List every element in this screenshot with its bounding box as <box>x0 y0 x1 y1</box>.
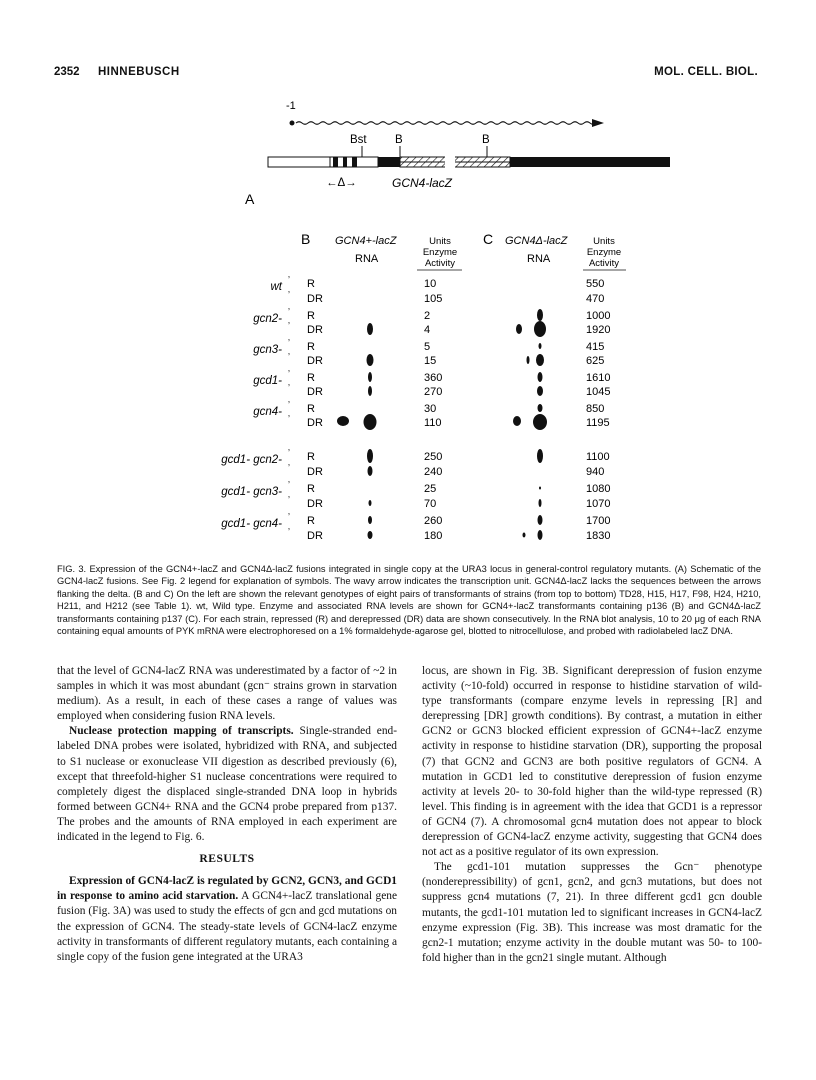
row-tick: ʼ <box>288 338 290 348</box>
enzyme-activity-c: 1080 <box>586 483 611 495</box>
row-tick: ʼ <box>288 463 290 473</box>
panel-a-label: A <box>245 191 255 207</box>
rna-band <box>368 372 372 382</box>
condition-label: R <box>307 403 315 415</box>
genotype-label: gcd1- gcn4- <box>221 518 282 530</box>
genotype-label: gcd1- gcn2- <box>221 454 282 466</box>
enzyme-activity-c: 470 <box>586 293 605 305</box>
rna-band <box>537 386 543 396</box>
units-header-b-line: Units <box>429 236 451 247</box>
rna-band <box>367 354 374 366</box>
enzyme-activity-c: 625 <box>586 355 605 367</box>
enzyme-activity-c: 415 <box>586 341 605 353</box>
panel-c-rna: RNA <box>527 253 551 265</box>
left-paragraph-1: that the level of GCN4-lacZ RNA was underestimated by a factor of ~2 in samples in which it was most abundant (gcn⁻ strains grown in starvation medium). As a result, in each of these cases a range of values was employed when considering fusion RNA levels. <box>57 665 397 723</box>
row-tick: ʼ <box>288 527 290 537</box>
transcription-wavy-arrow <box>296 122 596 125</box>
left-column <box>57 664 397 965</box>
open-region <box>268 157 330 167</box>
construct-label: GCN4-lacZ <box>392 176 453 190</box>
rna-band <box>538 515 543 525</box>
units-header-c-line: Units <box>593 236 615 247</box>
condition-label: R <box>307 341 315 353</box>
panel-b-title: GCN4+-lacZ <box>335 235 397 247</box>
site-bst: Bst <box>350 134 367 146</box>
enzyme-activity-c: 940 <box>586 466 605 478</box>
start-marker: -1 <box>286 100 296 112</box>
row-tick: ʼ <box>288 512 290 522</box>
condition-label: R <box>307 372 315 384</box>
rna-band <box>539 343 542 349</box>
enzyme-activity-b: 2 <box>424 310 431 322</box>
rna-band <box>516 324 522 334</box>
genotype-label: gcn2- <box>253 313 282 325</box>
units-header-b <box>423 236 457 269</box>
right-paragraph-2: The gcd1-101 mutation suppresses the Gcn⁻ phenotype (nonderepressibility) of gcn1, gcn2, and gcn3 mutations, but does not suppress gcn4 mutations (7, 21). In three different gcd1 gcn double mutants, the gcd1-101 mutation led to significant increases in GCN4-lacZ enzyme expression (Fig. 3B). This increase was most dramatic for the gcn2-1 mutation; enzyme activity in the double mutant was 50- to 100-fold higher than in the gcn21 single mutant. Although <box>422 861 762 964</box>
site-b2: B <box>482 134 490 146</box>
condition-label: R <box>307 483 315 495</box>
start-dot <box>290 121 295 126</box>
genotype-label: gcd1- gcn3- <box>221 486 282 498</box>
rna-band <box>534 321 546 337</box>
enzyme-activity-c: 1830 <box>586 530 611 542</box>
genotype-label: gcn3- <box>253 344 282 356</box>
row-tick: ʼ <box>288 321 290 331</box>
units-header-b-line: Enzyme <box>422 247 458 258</box>
rna-band <box>537 449 543 463</box>
panel-headers <box>301 231 626 270</box>
uorf-1 <box>333 157 338 167</box>
enzyme-activity-b: 70 <box>424 498 437 510</box>
rna-band <box>513 416 521 426</box>
enzyme-activity-c: 1045 <box>586 386 611 398</box>
rna-band <box>523 533 526 538</box>
rna-band <box>538 404 543 412</box>
rna-band <box>536 354 544 366</box>
rna-band <box>368 516 372 524</box>
section-subheading-nuclease: Nuclease protection mapping of transcripts. <box>69 725 294 738</box>
enzyme-activity-b: 360 <box>424 372 443 384</box>
arrow-head <box>592 119 604 127</box>
panel-a-schematic <box>245 100 670 207</box>
gcn4-coding <box>378 157 400 167</box>
enzyme-activity-b: 10 <box>424 278 437 290</box>
enzyme-activity-b: 30 <box>424 403 437 415</box>
lacz-coding <box>510 157 670 167</box>
panel-b-rna: RNA <box>355 253 379 265</box>
units-header-b-line: Activity <box>424 258 456 269</box>
right-column <box>422 664 762 966</box>
row-tick: ʼ <box>288 352 290 362</box>
rna-band <box>537 309 543 321</box>
uorf-2 <box>343 157 347 167</box>
condition-label: DR <box>307 355 323 367</box>
enzyme-activity-b: 270 <box>424 386 443 398</box>
row-tick: ʼ <box>288 400 290 410</box>
enzyme-activity-c: 550 <box>586 278 605 290</box>
author-name: HINNEBUSCH <box>98 66 180 78</box>
genotype-label: gcd1- <box>253 375 282 387</box>
units-header-c-line: Activity <box>588 258 620 269</box>
data-rows <box>221 275 610 542</box>
rna-band <box>367 323 373 335</box>
break-gap <box>445 156 455 168</box>
condition-label: DR <box>307 530 323 542</box>
units-header-c-line: Enzyme <box>586 247 622 258</box>
delta-label: ←Δ→ <box>326 177 357 189</box>
condition-label: R <box>307 515 315 527</box>
enzyme-activity-b: 25 <box>424 483 437 495</box>
units-header-c <box>587 236 621 269</box>
row-tick: ʼ <box>288 275 290 285</box>
rna-band <box>337 416 349 426</box>
condition-label: DR <box>307 293 323 305</box>
enzyme-activity-b: 260 <box>424 515 443 527</box>
rna-band <box>369 500 372 506</box>
condition-label: R <box>307 310 315 322</box>
rna-band <box>538 530 543 540</box>
left-paragraph-2-body: Single-stranded end-labeled DNA probes were isolated, hybridized with RNA, and subjected to S1 nuclease or exonuclease VII digestion as described previously (6), except that threefold-higher S1 nuclease concentrations were required to completely digest the displaced single-stranded DNA loop in hybrids formed between GCN4+ RNA and the GCN4 probe prepared from p137. The probes and the amounts of RNA employed in each experiment are indicated in the legend to Fig. 6. <box>57 725 397 844</box>
condition-label: R <box>307 278 315 290</box>
condition-label: DR <box>307 417 323 429</box>
left-paragraph-3 <box>57 874 397 965</box>
enzyme-activity-c: 1610 <box>586 372 611 384</box>
enzyme-activity-c: 1700 <box>586 515 611 527</box>
condition-label: DR <box>307 466 323 478</box>
enzyme-activity-b: 250 <box>424 451 443 463</box>
enzyme-activity-c: 1195 <box>586 417 610 429</box>
rna-band <box>368 466 373 476</box>
condition-label: DR <box>307 498 323 510</box>
row-tick: ʼ <box>288 383 290 393</box>
enzyme-activity-c: 1070 <box>586 498 611 510</box>
rna-band <box>367 449 373 463</box>
rna-band <box>539 487 541 490</box>
rna-band <box>368 386 372 396</box>
rna-band <box>533 414 547 430</box>
left-paragraph-2 <box>57 724 397 845</box>
rna-band <box>364 414 377 430</box>
enzyme-activity-c: 1000 <box>586 310 611 322</box>
row-tick: ʼ <box>288 290 290 300</box>
row-tick: ʼ <box>288 495 290 505</box>
rna-band <box>539 499 542 507</box>
uorf-3 <box>352 157 357 167</box>
section-subheading-expression: Expression of GCN4-lacZ is regulated by GCN2, GCN3, and GCD1 in response to amino acid starvation. <box>57 875 397 903</box>
genotype-label: wt <box>270 281 282 293</box>
genotype-label: gcn4- <box>253 406 282 418</box>
condition-label: R <box>307 451 315 463</box>
row-tick: ʼ <box>288 414 290 424</box>
rna-band <box>368 531 373 539</box>
enzyme-activity-c: 850 <box>586 403 605 415</box>
condition-label: DR <box>307 324 323 336</box>
enzyme-activity-c: 1920 <box>586 324 611 336</box>
enzyme-activity-b: 4 <box>424 324 431 336</box>
figure-caption: FIG. 3. Expression of the GCN4+-lacZ and GCN4Δ-lacZ fusions integrated in single copy at the URA3 locus in general-control regulatory mutants. (A) Schematic of the GCN4-lacZ fusions. See Fig. 2 legend for explanation of symbols. The wavy arrow indicates the transcription unit. GCN4Δ-lacZ lacks the sequences between the arrows flanking the delta. (B and C) On the left are shown the relevant genotypes of eight pairs of transformants of strains (from top to bottom) TD28, H15, H17, F98, H24, H210, H211, and H212 (see Table 1). wt, Wild type. Enzyme and associated RNA levels are shown for GCN4+-lacZ transformants containing p136 (B) and GCN4Δ-lacZ transformants containing p137 (C). For each strain, repressed (R) and derepressed (DR) data are shown consecutively. In the RNA blot analysis, 10 to 20 μg of each RNA containing equal amounts of PYK mRNA were electrophoresed on a 1% formaldehyde-agarose gel, blotted to nitrocellulose, and probed with radiolabeled lacZ DNA. <box>57 564 761 637</box>
enzyme-activity-b: 240 <box>424 466 443 478</box>
journal-name: MOL. CELL. BIOL. <box>654 66 758 78</box>
condition-label: DR <box>307 386 323 398</box>
site-b1: B <box>395 134 403 146</box>
row-tick: ʼ <box>288 480 290 490</box>
enzyme-activity-b: 105 <box>424 293 443 305</box>
row-tick: ʼ <box>288 448 290 458</box>
left-paragraph-3-body: A GCN4+-lacZ translational gene fusion (Fig. 3A) was used to study the effects of gcn and gcd mutations on the expression of GCN4. The steady-state levels of GCN4-lacZ enzyme activity in transformants of different regulatory mutants, each containing a single copy of the fusion gene integrated at the URA3 <box>57 890 397 963</box>
rna-blot-bands <box>337 309 547 540</box>
enzyme-activity-c: 1100 <box>586 451 610 463</box>
rna-band <box>538 372 543 382</box>
panel-b-label: B <box>301 231 311 247</box>
enzyme-activity-b: 180 <box>424 530 443 542</box>
results-heading: RESULTS <box>199 852 255 866</box>
enzyme-activity-b: 15 <box>424 355 437 367</box>
right-paragraph-1: locus, are shown in Fig. 3B. Significant derepression of fusion enzyme activity (~10-fold) occurred in response to histidine starvation of wild-type transformants (compare enzyme levels in repressing [R] and derepressing [DR] growth conditions). By contrast, a mutation in either GCN2 or GCN3 blocked efficient expression of GCN4+-lacZ enzyme activity in response to histidine starvation (DR), supporting the proposal (7) that GCN2 and GCN3 are both positive regulators of GCN4. A mutation in GCD1 led to constitutive derepression of fusion enzyme activity at levels 20- to 30-fold higher than the wild-type repressed (R) level. This finding is in agreement with the idea that GCD1 is a repressor of GCN4 (7). A chromosomal gcn4 mutation does not appear to block derepression of GCN4-lacZ enzyme activity, suggesting that GCN4 does not act as a positive regulator of its own expression. <box>422 665 762 859</box>
row-tick: ʼ <box>288 369 290 379</box>
row-tick: ʼ <box>288 307 290 317</box>
page-number: 2352 <box>54 66 80 78</box>
enzyme-activity-b: 5 <box>424 341 431 353</box>
rna-band <box>527 356 530 364</box>
enzyme-activity-b: 110 <box>424 417 442 429</box>
panel-c-label: C <box>483 231 494 247</box>
panel-c-title: GCN4Δ-lacZ <box>505 235 568 247</box>
